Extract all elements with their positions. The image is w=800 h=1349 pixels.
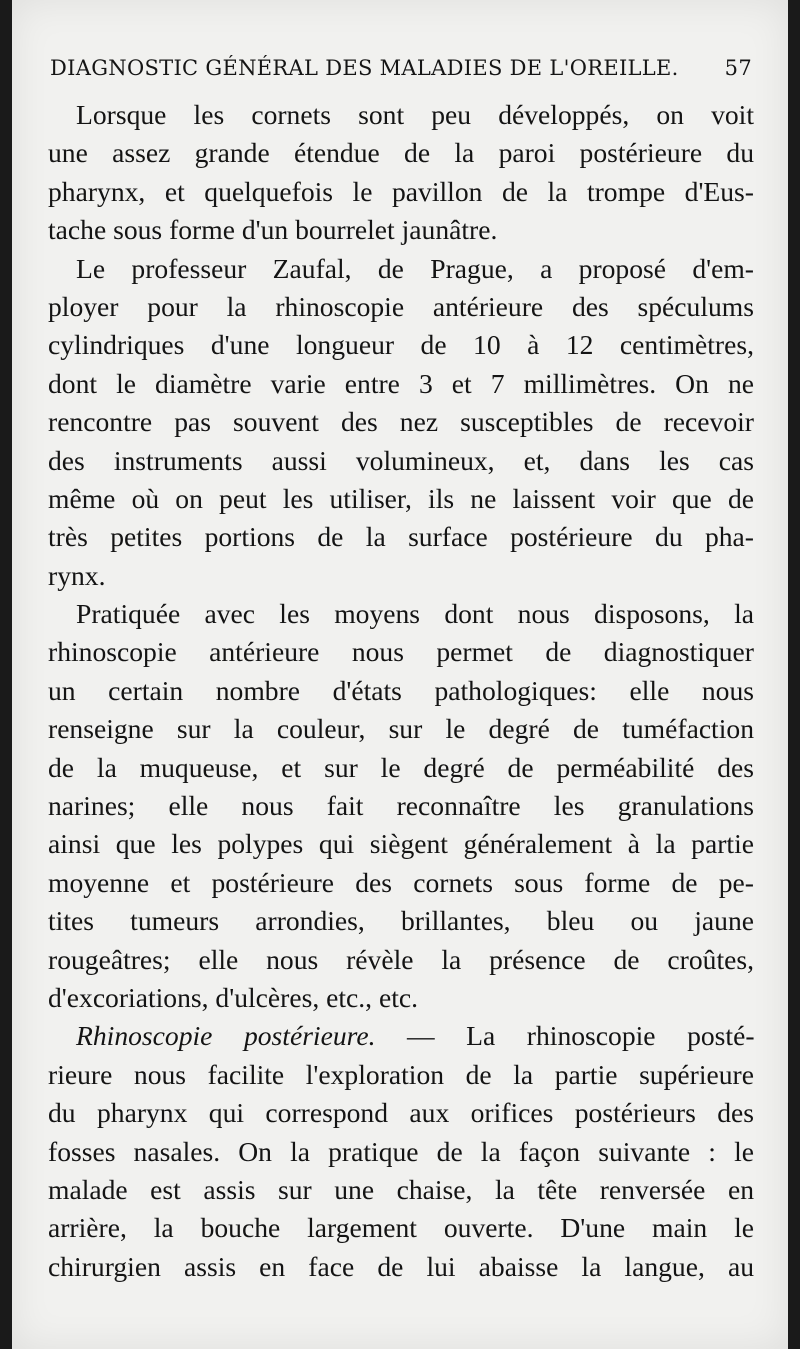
text-line: rynx. <box>48 559 106 591</box>
text-line: fosses nasales. On la pratique de la façon suivante : le <box>48 1135 754 1167</box>
text-line: tites tumeurs arrondies, brillantes, bleu ou jaune <box>48 905 754 937</box>
running-title: DIAGNOSTIC GÉNÉRAL DES MALADIES DE L'OREILLE. <box>50 56 679 80</box>
text-line: très petites portions de la surface postérieure du pha- <box>48 521 754 553</box>
text-line: rhinoscopie antérieure nous permet de diagnostiquer <box>48 636 754 668</box>
text-line: des instruments aussi volumineux, et, dans les cas <box>48 444 754 476</box>
text-line: arrière, la bouche largement ouverte. D'une main le <box>48 1212 754 1244</box>
text-line: rieure nous facilite l'exploration de la partie supérieure <box>48 1058 754 1090</box>
text-line: narines; elle nous fait reconnaître les granulations <box>48 790 754 822</box>
page-number: 57 <box>724 56 752 80</box>
text-line: ployer pour la rhinoscopie antérieure des spéculums <box>48 290 754 322</box>
text-line: chirurgien assis en face de lui abaisse la langue, au <box>48 1250 754 1282</box>
text-line-lead <box>48 1017 754 1055</box>
text-line: Lorsque les cornets sont peu développés, on voit <box>76 99 754 130</box>
body-text <box>48 96 754 1286</box>
paragraph <box>48 250 754 596</box>
text-line: de la muqueuse, et sur le degré de perméabilité des <box>48 751 754 783</box>
text-line: dont le diamètre varie entre 3 et 7 millimètres. On ne <box>48 367 754 399</box>
text-line: moyenne et postérieure des cornets sous forme de pe- <box>48 866 754 898</box>
paragraph <box>48 595 754 1017</box>
text-line: du pharynx qui correspond aux orifices postérieurs des <box>48 1097 754 1129</box>
running-header <box>50 56 752 80</box>
text-line: cylindriques d'une longueur de 10 à 12 centimètres, <box>48 329 754 361</box>
book-page <box>12 0 788 1349</box>
section-heading-italic: Rhinoscopie postérieure. <box>76 1020 376 1052</box>
text-line: pharynx, et quelquefois le pavillon de la trompe d'Eus- <box>48 175 754 207</box>
lead-continuation: — La rhinoscopie posté- <box>375 1020 755 1052</box>
text-line: un certain nombre d'états pathologiques: elle nous <box>48 674 754 706</box>
text-line: même où on peut les utiliser, ils ne laissent voir que de <box>48 482 754 514</box>
text-line: tache sous forme d'un bourrelet jaunâtre. <box>48 214 498 246</box>
text-line: Le professeur Zaufal, de Prague, a proposé d'em- <box>76 252 754 284</box>
text-line: malade est assis sur une chaise, la tête renversée en <box>48 1173 754 1205</box>
text-line: renseigne sur la couleur, sur le degré de tuméfaction <box>48 713 754 745</box>
text-line: ainsi que les polypes qui siègent généralement à la partie <box>48 828 754 860</box>
text-line: d'excoriations, d'ulcères, etc., etc. <box>48 981 419 1013</box>
text-line: rencontre pas souvent des nez susceptibles de recevoir <box>48 406 754 438</box>
text-line: Pratiquée avec les moyens dont nous disposons, la <box>76 598 754 630</box>
text-line: une assez grande étendue de la paroi postérieure du <box>48 137 754 169</box>
text-line: rougeâtres; elle nous révèle la présence de croûtes, <box>48 943 754 975</box>
paragraph <box>48 96 754 250</box>
paragraph <box>48 1017 754 1286</box>
